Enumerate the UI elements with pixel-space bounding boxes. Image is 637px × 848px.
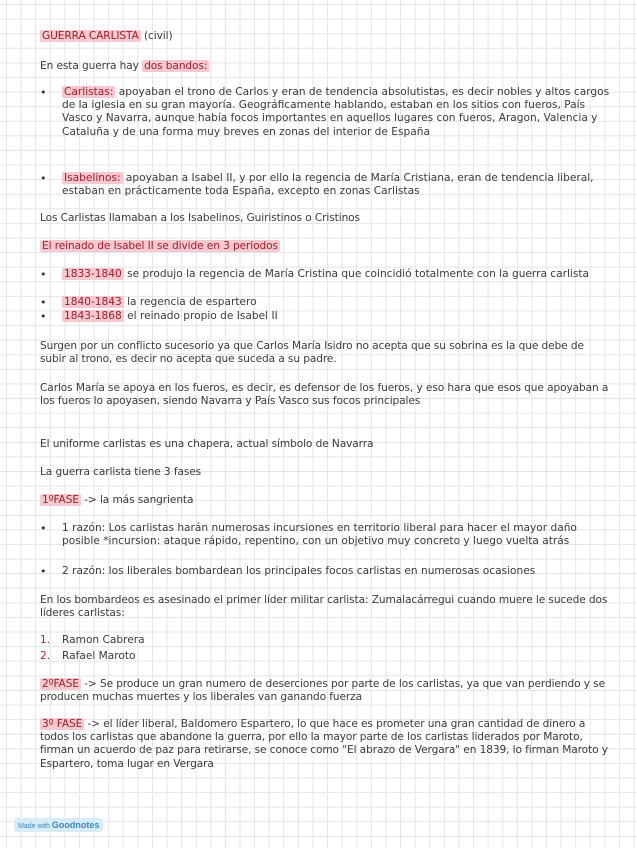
fase-2 xyxy=(40,678,610,704)
periodo-text: el reinado propio de Isabel II xyxy=(123,310,278,322)
bando-isabelinos xyxy=(62,172,610,198)
intro-text: En esta guerra hay xyxy=(40,60,143,72)
paragraph-bombardeos: En los bombardeos es asesinado el primer líder militar carlista: Zumalacárregui cuando muere le sucede dos líderes carlistas: xyxy=(40,594,608,620)
lider-number: 2. xyxy=(40,650,51,662)
paragraph-fases: La guerra carlista tiene 3 fases xyxy=(40,466,202,478)
bando-isabelinos-text: apoyaban a Isabel II, y por ello la regencia de María Cristiana, eran de tendencia liberal, estaban en prácticamente toda España, excepto en zonas Carlistas xyxy=(62,172,594,198)
fase-1 xyxy=(40,494,610,507)
title-sub: (civil) xyxy=(144,30,173,42)
paragraph-uniforme: El uniforme carlistas es una chapera, actual símbolo de Navarra xyxy=(40,438,374,450)
bullet: • xyxy=(40,268,47,281)
term-isabelinos: Isabelinos: xyxy=(64,172,121,184)
intro-line xyxy=(40,60,610,73)
bullet: • xyxy=(40,310,47,323)
fase-2-label: 2ºFASE xyxy=(42,678,79,690)
fase-2-text: -> Se produce un gran numero de deserciones por parte de los carlistas, ya que van perdiendo y se producen muchas muertes y los liberales van ganando fuerza xyxy=(40,678,605,704)
paragraph-surgen: Surgen por un conflicto sucesorio ya que Carlos María Isidro no acepta que su sobrina es la que debe de subir al trono, es decir no acepta que suceda a su padre. xyxy=(40,340,584,366)
bando-carlistas xyxy=(62,86,610,139)
logo-big: Goodnotes xyxy=(51,820,100,830)
heading-reinado xyxy=(40,240,610,253)
logo-small: Made with xyxy=(18,823,50,830)
paragraph-carlos-maria: Carlos María se apoya en los fueros, es decir, es defensor de los fueros, y eso hara que esos que apoyaban a los fueros lo apoyasen, siendo Navarra y País Vasco sus focos principales xyxy=(40,382,609,408)
fase-3-text: -> el líder liberal, Baldomero Espartero, lo que hace es prometer una gran cantidad de dinero a todos los carlistas que abandone la guerra, por ello la mayor parte de los carlistas liderados por Maroto, firman un acuerdo de paz para retirarse, se conoce como "El abrazo de Vergara" en 1839, lo firman Maroto y Espartero, toma lugar en Vergara xyxy=(40,718,608,770)
razon-2: 2 razón: los liberales bombardean los principales focos carlistas en numerosas ocasiones xyxy=(62,565,536,577)
periodo-2 xyxy=(62,296,610,309)
lider-1: Ramon Cabrera xyxy=(62,634,145,646)
heading-reinado-text: El reinado de Isabel II se divide en 3 periodos xyxy=(42,240,278,252)
fase-1-text: -> la más sangrienta xyxy=(80,494,194,506)
paragraph-llamaban: Los Carlistas llamaban a los Isabelinos, Guiristinos o Cristinos xyxy=(40,212,360,224)
bullet: • xyxy=(40,172,47,185)
razon-1: 1 razón: Los carlistas harán numerosas incursiones en territorio liberal para hacer el mayor daño posible *incursion: ataque rápido, repentino, con un objetivo muy concreto y luego vuelta atrás xyxy=(62,522,577,548)
periodo-text: se produjo la regencia de María Cristina que coincidió totalmente con la guerra carlista xyxy=(123,268,590,280)
periodo-years: 1843-1868 xyxy=(64,310,122,322)
lider-2: Rafael Maroto xyxy=(62,650,136,662)
bullet: • xyxy=(40,565,47,578)
fase-1-label: 1ºFASE xyxy=(42,494,79,506)
intro-highlight: dos bandos: xyxy=(144,60,208,72)
periodo-years: 1833-1840 xyxy=(64,268,122,280)
periodo-3 xyxy=(62,310,610,323)
title-main: GUERRA CARLISTA xyxy=(42,30,139,42)
periodo-years: 1840-1843 xyxy=(64,296,122,308)
bullet: • xyxy=(40,86,47,99)
bullet: • xyxy=(40,522,47,535)
periodo-text: la regencia de espartero xyxy=(123,296,257,308)
periodo-1 xyxy=(62,268,610,281)
lider-number: 1. xyxy=(40,634,51,646)
bullet: • xyxy=(40,296,47,309)
term-carlistas: Carlistas: xyxy=(64,86,114,98)
fase-3-label: 3º FASE xyxy=(42,718,83,730)
title xyxy=(40,30,610,43)
fase-3 xyxy=(40,718,610,771)
bando-carlistas-text: apoyaban el trono de Carlos y eran de tendencia absolutistas, es decir nobles y altos cargos de la iglesia en su gran mayoría. Geográficamente hablando, estaban en los sitios con fueros, País Vasco y Navarra, aunque había focos importantes en aquellos lugares con fueros, Aragon, Valencia y Cataluña y de una forma muy breves en zonas del interior de España xyxy=(62,86,610,138)
goodnotes-logo xyxy=(14,818,103,832)
